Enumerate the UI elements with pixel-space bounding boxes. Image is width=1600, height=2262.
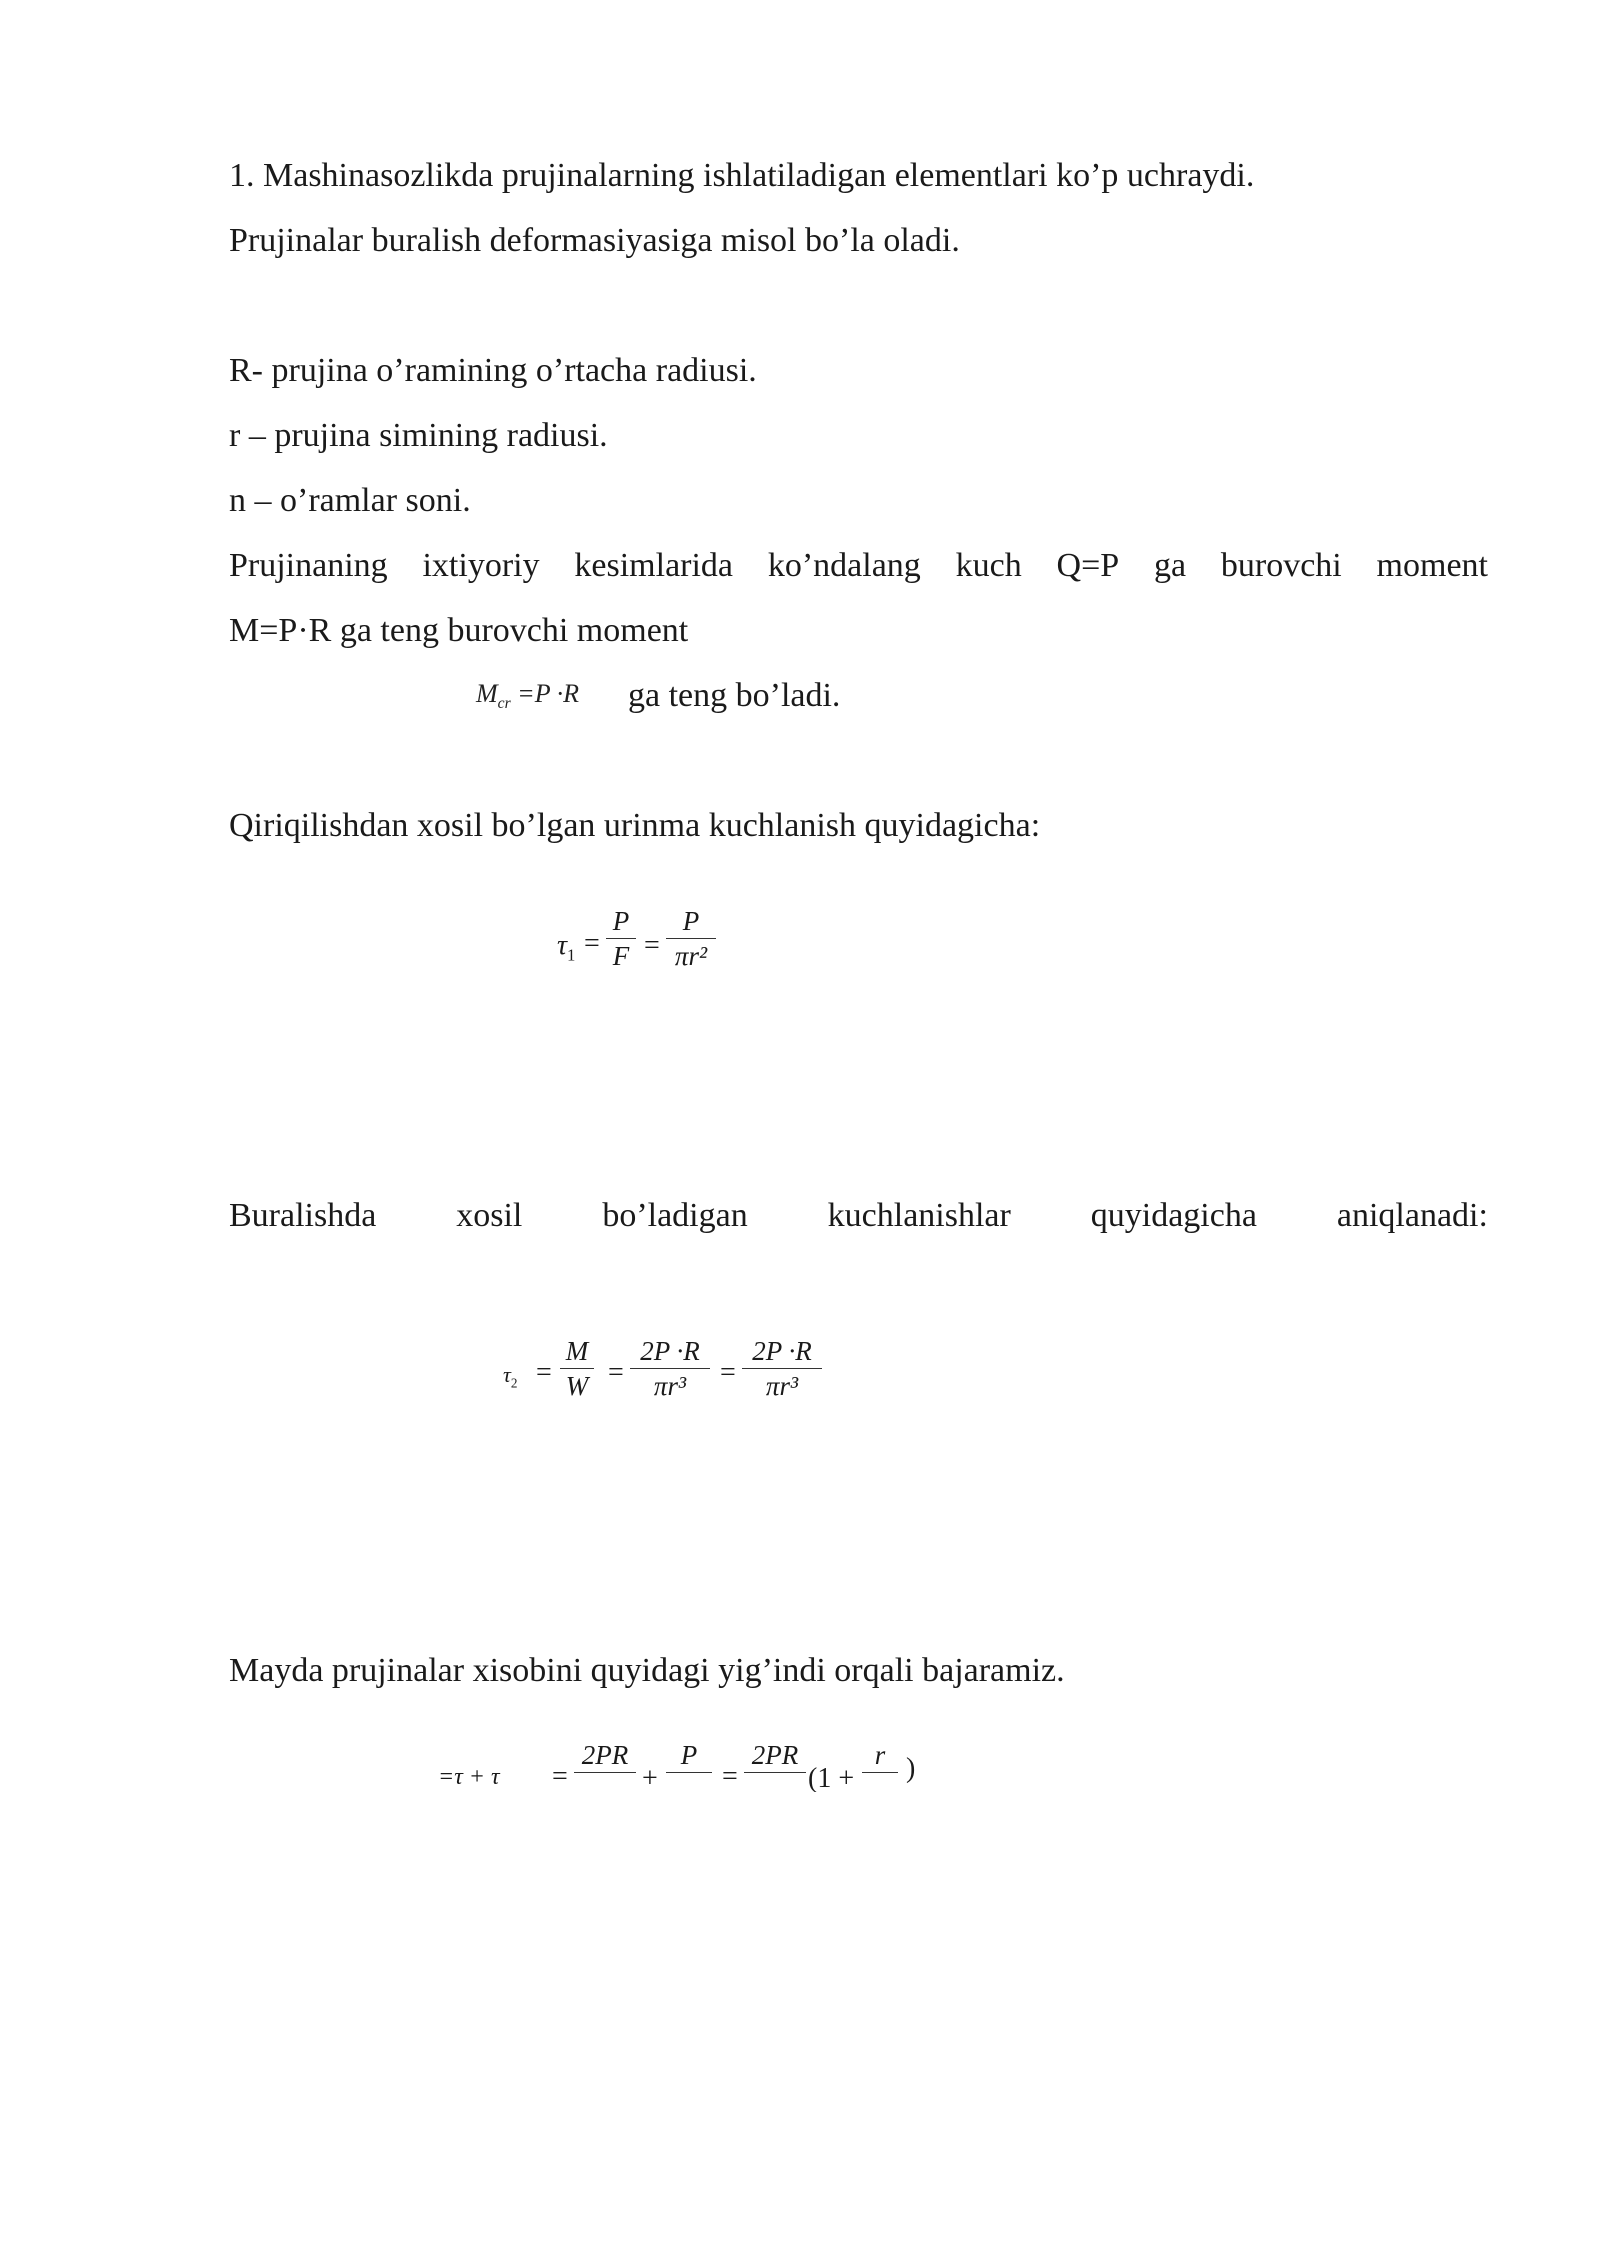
- word: Prujinaning: [229, 547, 388, 584]
- formula-subscript: 2: [510, 1375, 518, 1391]
- fraction-M-over-W: [560, 1336, 594, 1401]
- numerator: 2PR: [751, 1740, 799, 1770]
- fraction-bar: [560, 1368, 594, 1369]
- formula-tau1-lhs: [557, 931, 575, 971]
- numerator: 2PR: [581, 1740, 629, 1770]
- word: Q=P: [1056, 547, 1120, 584]
- numerator: 2P ·R: [640, 1336, 700, 1366]
- word: bo’ladigan: [602, 1197, 748, 1234]
- paragraph-shear: Qiriqilishdan xosil bo’lgan urinma kuchlanish quyidagicha:: [229, 807, 1041, 844]
- fraction-P-over-pi-r2: [666, 906, 716, 971]
- denominator: F: [612, 941, 630, 971]
- word: burovchi: [1220, 547, 1342, 584]
- definition-R: R- prujina o’ramining o’rtacha radiusi.: [229, 352, 757, 389]
- fraction-bar: [630, 1368, 710, 1369]
- fraction-2PR-over-pi-r3: [630, 1336, 710, 1401]
- paragraph-moment: M=P·R ga teng burovchi moment: [229, 612, 689, 649]
- formula-equals: =: [722, 1761, 738, 1792]
- paragraph-intro: 1. Mashinasozlikda prujinalarning ishlatiladigan elementlari ko’p uchraydi.: [229, 157, 1255, 194]
- word: ixtiyoriy: [422, 547, 540, 584]
- word: xosil: [456, 1197, 523, 1234]
- fraction-2PR-over-pi-r3-b: [742, 1336, 822, 1401]
- formula-subscript: 1: [567, 945, 576, 965]
- denominator: πr²: [674, 941, 708, 971]
- paragraph-small-springs: Mayda prujinalar xisobini quyidagi yig’indi orqali bajaramiz.: [229, 1652, 1065, 1689]
- definition-n: n – o’ramlar soni.: [229, 482, 471, 519]
- formula-symbol: M: [476, 679, 498, 708]
- formula-equals: =: [720, 1357, 736, 1388]
- fraction-P-over-F: [606, 906, 636, 971]
- formula-symbol: τ: [557, 930, 568, 961]
- fraction-bar: [666, 938, 716, 939]
- word: kuchlanishlar: [827, 1197, 1011, 1234]
- word: moment: [1376, 547, 1488, 584]
- numerator: 2P ·R: [752, 1336, 812, 1366]
- fraction-P: [666, 1740, 712, 1775]
- formula-rhs: =P ·R: [517, 679, 580, 708]
- justified-line-torsion: [229, 1196, 1488, 1236]
- paragraph-example: Prujinalar buralish deformasiyasiga misol bo’la oladi.: [229, 222, 960, 259]
- formula-paren-close: ): [906, 1753, 916, 1784]
- word: ga: [1153, 547, 1187, 584]
- fraction-2PR: [574, 1740, 636, 1775]
- fraction-bar: [742, 1368, 822, 1369]
- formula-equals: =: [552, 1761, 568, 1792]
- fraction-2PR-b: [744, 1740, 806, 1775]
- formula-tau-sum: [0, 1740, 1600, 1792]
- numerator: r: [874, 1740, 886, 1770]
- denominator: πr³: [765, 1371, 799, 1401]
- word: ko’ndalang: [767, 547, 921, 584]
- formula-equals: =: [536, 1357, 552, 1388]
- numerator: P: [680, 1740, 698, 1770]
- word: kuch: [955, 547, 1022, 584]
- formula-moment: [476, 679, 579, 713]
- formula-plus: +: [642, 1763, 658, 1792]
- fraction-bar: [744, 1772, 806, 1773]
- formula-tau-sum-lhs: =τ + τ: [438, 1764, 500, 1790]
- formula-equals: =: [608, 1357, 624, 1388]
- fraction-bar: [574, 1772, 636, 1773]
- formula-equals: =: [584, 928, 600, 959]
- word: kesimlarida: [574, 547, 734, 584]
- fraction-bar: [862, 1772, 898, 1773]
- justified-line-section-force: [229, 546, 1488, 586]
- numerator: M: [565, 1336, 589, 1366]
- denominator: W: [565, 1371, 589, 1401]
- word: aniqlanadi:: [1336, 1197, 1488, 1234]
- definition-r: r – prujina simining radiusi.: [229, 417, 608, 454]
- formula-equals: =: [644, 930, 660, 961]
- denominator: πr³: [653, 1371, 687, 1401]
- word: quyidagicha: [1090, 1197, 1257, 1234]
- formula-subscript: cr: [497, 695, 511, 713]
- formula-tau2-lhs: [503, 1360, 517, 1398]
- numerator: P: [612, 906, 630, 936]
- numerator: P: [682, 906, 700, 936]
- formula-paren-open: (1 +: [808, 1763, 855, 1792]
- formula-symbol: τ: [503, 1362, 511, 1387]
- fraction-bar: [666, 1772, 712, 1773]
- fraction-r: [862, 1740, 898, 1775]
- paragraph-equal-moment: ga teng bo’ladi.: [628, 677, 841, 714]
- fraction-bar: [606, 938, 636, 939]
- word: Buralishda: [229, 1197, 377, 1234]
